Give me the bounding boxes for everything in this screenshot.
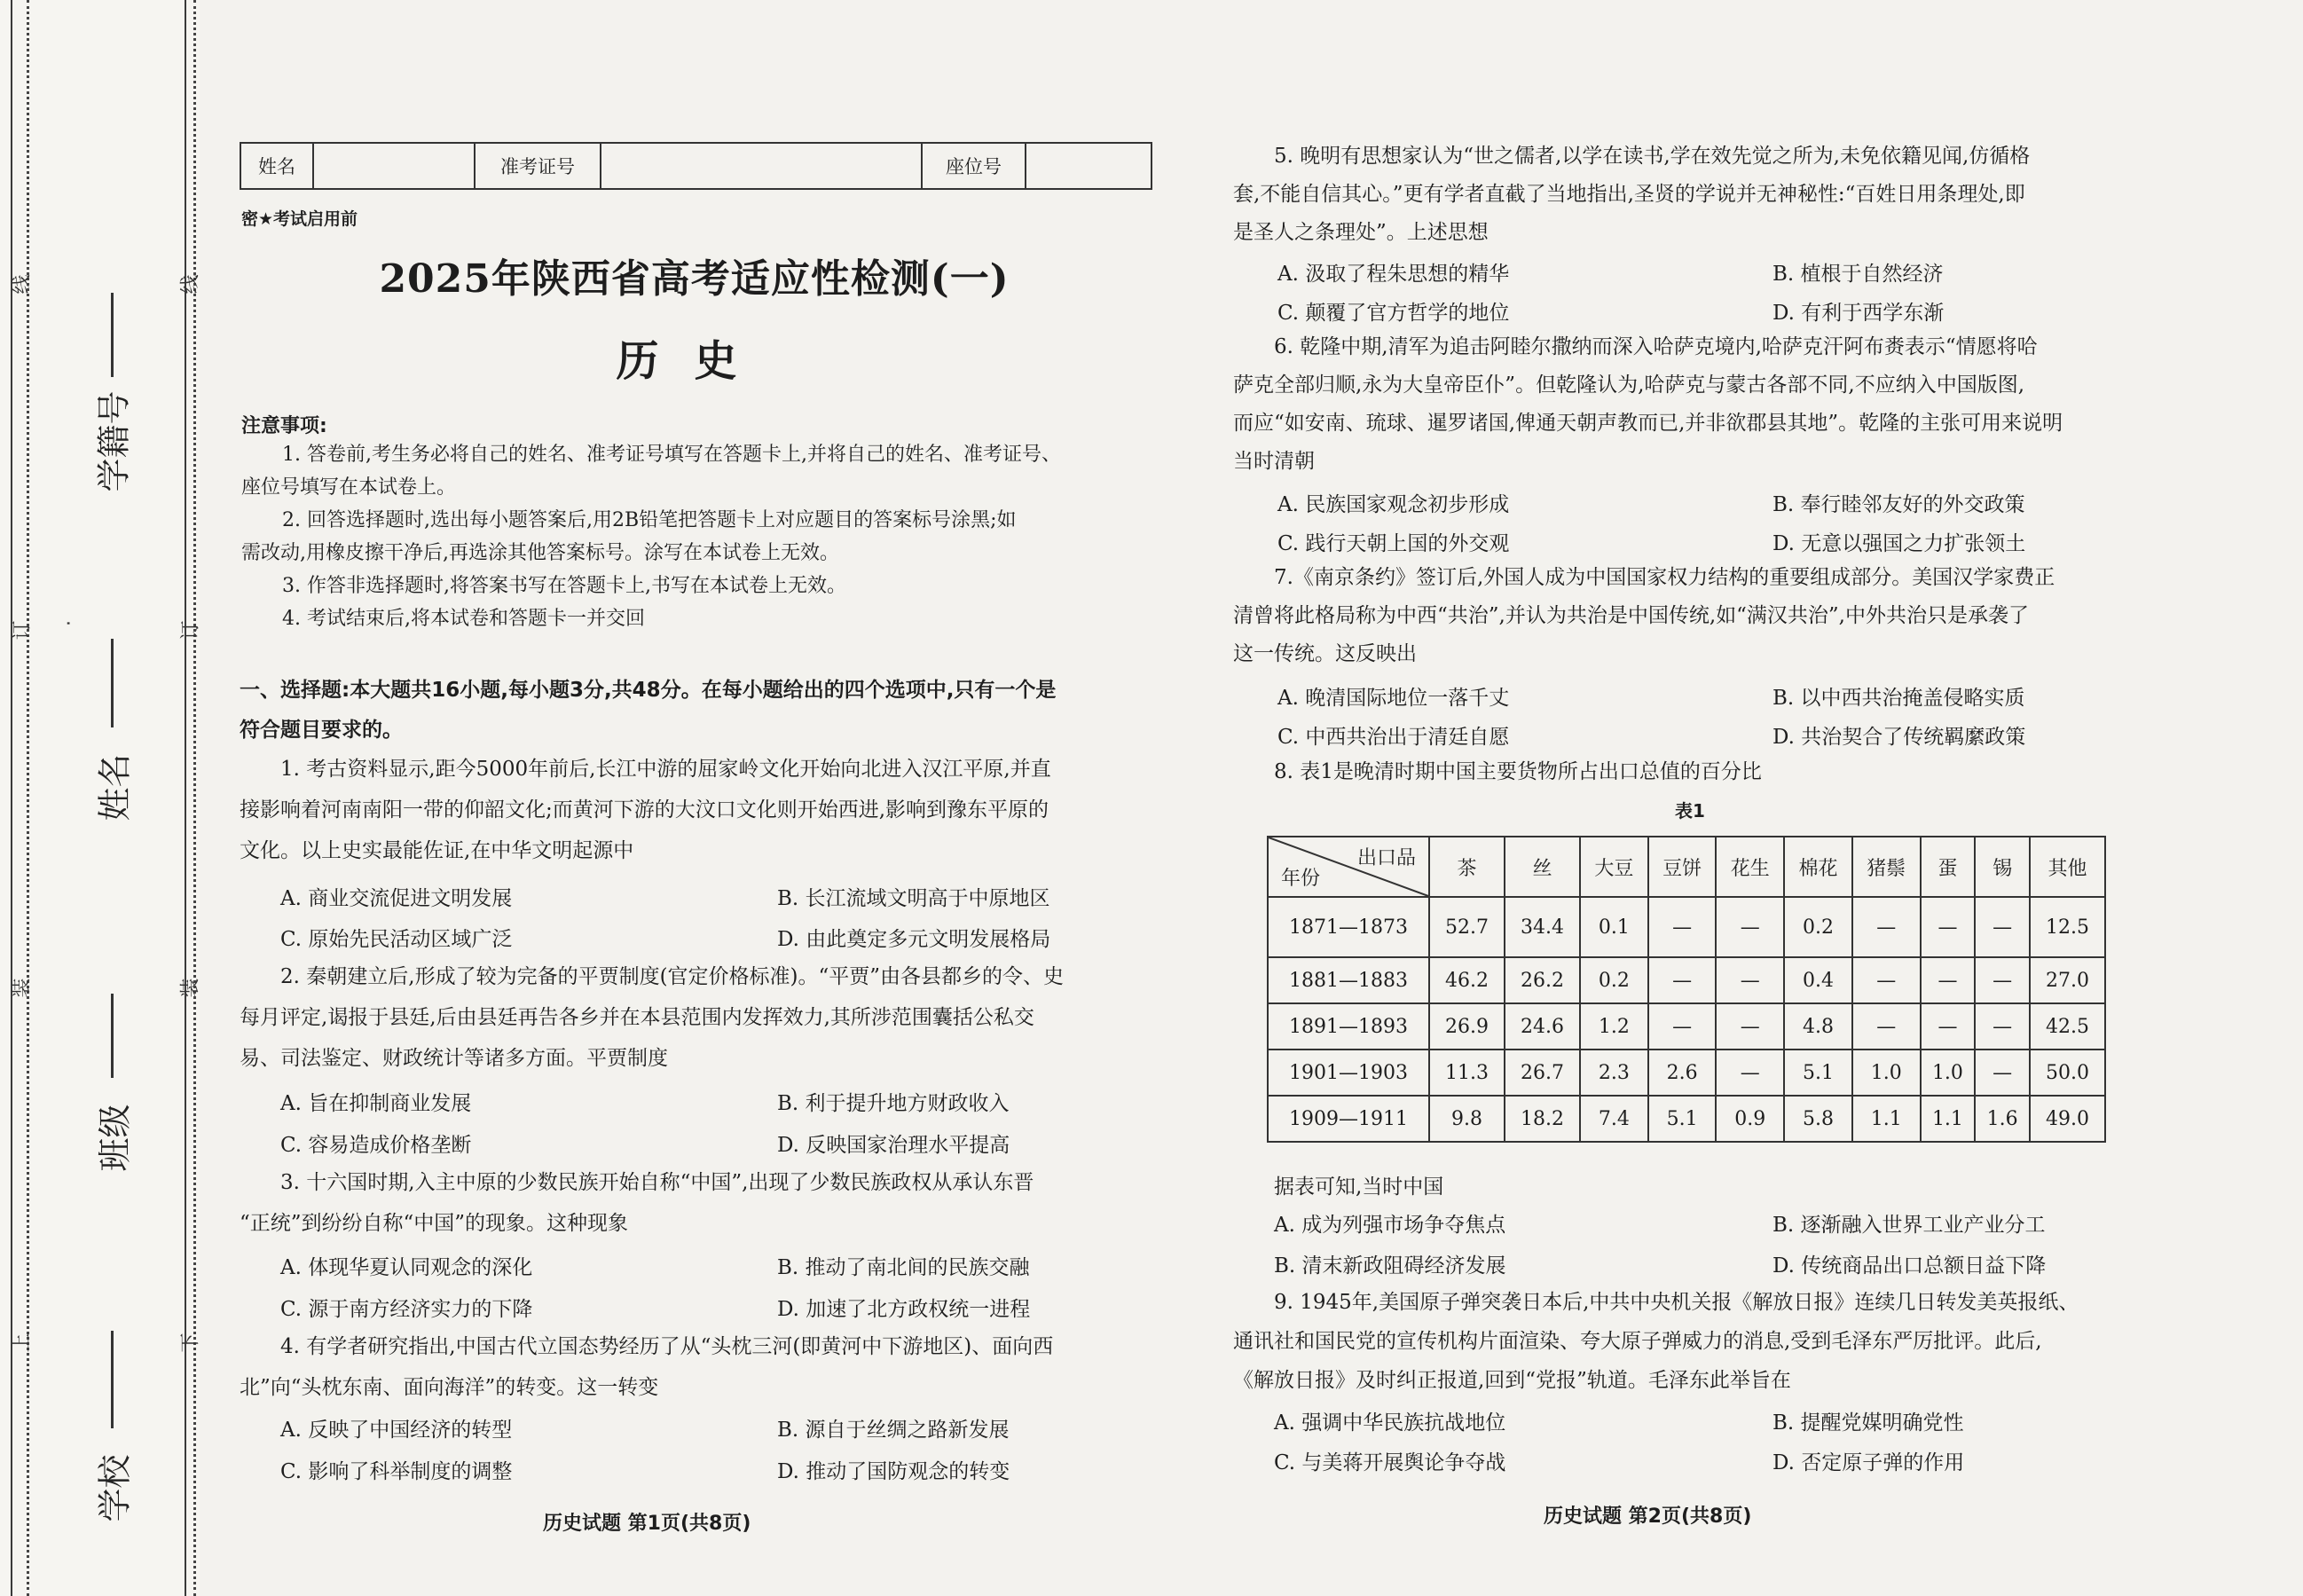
question-text: 2. 秦朝建立后,形成了较为完备的平贾制度(官定价格标准)。“平贾”由各县都乡的令、史 — [280, 965, 1065, 988]
table-header-row — [1268, 837, 2105, 897]
question-7 — [1233, 559, 2147, 673]
question-2 — [240, 956, 1153, 1079]
class-label: 班级 — [95, 1104, 135, 1172]
option-c[interactable]: C. 与美蒋开展舆论争夺战 — [1274, 1451, 1506, 1474]
value-cell: 0.2 — [1784, 897, 1852, 957]
option-c[interactable]: C. 践行天朝上国的外交观 — [1277, 532, 1510, 555]
column-header: 蛋 — [1921, 837, 1976, 897]
exam-title: 2025年陕西省高考适应性检测(一) — [379, 256, 1010, 302]
margin-char: 订 — [179, 620, 202, 641]
notice-item: 1. 答卷前,考生务必将自己的姓名、准考证号填写在答题卡上,并将自己的姓名、准考证号、 — [282, 444, 1061, 466]
notice-item: 2. 回答选择题时,选出每小题答案后,用2B铅笔把答题卡上对应题目的答案标号涂黑;如 — [282, 509, 1017, 531]
value-cell: 5.1 — [1784, 1050, 1852, 1096]
value-cell: — — [1716, 957, 1784, 1003]
value-cell: 5.8 — [1784, 1096, 1852, 1142]
value-cell: 24.6 — [1505, 1003, 1580, 1050]
option-d[interactable]: D. 否定原子弹的作用 — [1772, 1451, 1965, 1474]
question-1 — [240, 749, 1153, 871]
option-b[interactable]: B. 奉行睦邻友好的外交政策 — [1772, 493, 2025, 516]
question-text: 当时清朝 — [1233, 450, 1315, 473]
binding-margin — [0, 0, 200, 1596]
name-box-field[interactable] — [314, 144, 476, 188]
option-b[interactable]: B. 以中西共治掩盖侵略实质 — [1772, 687, 2025, 710]
option-a[interactable]: A. 汲取了程朱思想的精华 — [1277, 263, 1510, 286]
year-cell: 1909—1911 — [1268, 1096, 1429, 1142]
column-header: 豆饼 — [1648, 837, 1717, 897]
inner-bind-dotted — [193, 0, 196, 1596]
value-cell: 49.0 — [2030, 1096, 2105, 1142]
option-b[interactable]: B. 源自于丝绸之路新发展 — [777, 1419, 1010, 1442]
value-cell: — — [1716, 897, 1784, 957]
option-c[interactable]: C. 容易造成价格垄断 — [280, 1134, 472, 1157]
notice-list — [241, 438, 1155, 635]
seat-box-label: 座位号 — [923, 144, 1026, 188]
value-cell: 1.6 — [1975, 1096, 2030, 1142]
question-8-text: 8. 表1是晚清时期中国主要货物所占出口总值的百分比 — [1274, 760, 1762, 783]
value-cell: — — [1716, 1003, 1784, 1050]
margin-char: 线 — [11, 274, 34, 295]
margin-char: 上 — [11, 1333, 34, 1353]
table-row — [1268, 1096, 2105, 1142]
value-cell: — — [1975, 957, 2030, 1003]
class-blank[interactable] — [111, 994, 114, 1078]
corner-bottom-label: 年份 — [1281, 868, 1321, 890]
subject-title: 历史 — [616, 336, 773, 386]
value-cell: 1.0 — [1852, 1050, 1921, 1096]
value-cell: 12.5 — [2030, 897, 2105, 957]
margin-dot: · — [59, 620, 81, 626]
question-4 — [240, 1326, 1153, 1408]
question-text: “正统”到纷纷自称“中国”的现象。这种现象 — [240, 1212, 629, 1235]
value-cell: 7.4 — [1580, 1096, 1648, 1142]
year-cell: 1891—1893 — [1268, 1003, 1429, 1050]
option-a[interactable]: A. 体现华夏认同观念的深化 — [280, 1256, 533, 1279]
option-d[interactable]: D. 推动了国防观念的转变 — [777, 1460, 1010, 1483]
option-c[interactable]: C. 颠覆了官方哲学的地位 — [1277, 302, 1510, 325]
value-cell: — — [1852, 1003, 1921, 1050]
school-blank[interactable] — [111, 1331, 114, 1428]
question-text: 这一传统。这反映出 — [1233, 642, 1417, 665]
seat-box-field[interactable] — [1026, 144, 1151, 188]
corner-top-label: 出口品 — [1356, 847, 1416, 869]
exam-no-box-label: 准考证号 — [476, 144, 601, 188]
margin-char: 下 — [179, 1333, 202, 1353]
column-header: 棉花 — [1784, 837, 1852, 897]
question-text: 6. 乾隆中期,清军为追击阿睦尔撒纳而深入哈萨克境内,哈萨克汗阿布赉表示“情愿将哈 — [1274, 335, 2038, 358]
table-row — [1268, 897, 2105, 957]
value-cell: 52.7 — [1429, 897, 1505, 957]
option-c[interactable]: C. 影响了科举制度的调整 — [280, 1460, 513, 1483]
column-header: 其他 — [2030, 837, 2105, 897]
option-d[interactable]: D. 共治契合了传统羁縻政策 — [1772, 726, 2026, 749]
question-3 — [240, 1162, 1153, 1244]
value-cell: — — [1852, 897, 1921, 957]
value-cell: 26.7 — [1505, 1050, 1580, 1096]
option-d[interactable]: D. 加速了北方政权统一进程 — [777, 1298, 1031, 1321]
option-b[interactable]: B. 植根于自然经济 — [1772, 263, 1944, 286]
page-footer: 历史试题 第1页(共8页) — [543, 1513, 751, 1535]
cut-line-dotted — [27, 0, 29, 1596]
option-d[interactable]: D. 无意以强国之力扩张领土 — [1772, 532, 2026, 555]
value-cell: — — [1648, 957, 1717, 1003]
value-cell: 26.2 — [1505, 957, 1580, 1003]
question-text: 北”向“头枕东南、面向海洋”的转变。这一转变 — [240, 1376, 659, 1399]
value-cell: 26.9 — [1429, 1003, 1505, 1050]
question-text: 通讯社和国民党的宣传机构片面渲染、夸大原子弹威力的消息,受到毛泽东严厉批评。此后, — [1233, 1330, 2042, 1353]
value-cell: 27.0 — [2030, 957, 2105, 1003]
column-header: 茶 — [1429, 837, 1505, 897]
option-d[interactable]: D. 反映国家治理水平提高 — [777, 1134, 1010, 1157]
table-title: 表1 — [1675, 800, 1705, 822]
question-text: 是圣人之条理处”。上述思想 — [1233, 221, 1489, 244]
option-a[interactable]: A. 晚清国际地位一落千丈 — [1277, 687, 1510, 710]
notice-item: 需改动,用橡皮擦干净后,再选涂其他答案标号。涂写在本试卷上无效。 — [241, 542, 839, 564]
question-text: 易、司法鉴定、财政统计等诸多方面。平贾制度 — [240, 1047, 668, 1070]
question-text: 4. 有学者研究指出,中国古代立国态势经历了从“头枕三河(即黄河中下游地区)、面向西 — [280, 1335, 1054, 1358]
margin-char: 装 — [179, 978, 202, 998]
table-corner-cell — [1268, 837, 1429, 897]
export-table — [1267, 836, 2106, 1143]
page-footer: 历史试题 第2页(共8页) — [1544, 1506, 1752, 1528]
secret-mark: 密★考试启用前 — [241, 209, 358, 229]
value-cell: 0.1 — [1580, 897, 1648, 957]
value-cell: — — [1921, 897, 1976, 957]
question-text: 套,不能自信其心。”更有学者直截了当地指出,圣贤的学说并无神秘性:“百姓日用条理处,即 — [1233, 183, 2025, 206]
question-text: 文化。以上史实最能佐证,在中华文明起源中 — [240, 839, 634, 862]
value-cell: 0.9 — [1716, 1096, 1784, 1142]
notice-item: 3. 作答非选择题时,将答案书写在答题卡上,书写在本试卷上无效。 — [282, 575, 846, 597]
name-label: 姓名 — [95, 753, 135, 822]
question-text: 7.《南京条约》签订后,外国人成为中国国家权力结构的重要组成部分。美国汉学家费正 — [1274, 566, 2055, 589]
value-cell: — — [1852, 957, 1921, 1003]
question-text: 每月评定,谒报于县廷,后由县廷再告各乡并在本县范围内发挥效力,其所涉范围囊括公私交 — [240, 1006, 1034, 1029]
option-c[interactable]: C. 源于南方经济实力的下降 — [280, 1298, 533, 1321]
question-text: 1. 考古资料显示,距今5000年前后,长江中游的屈家岭文化开始向北进入汉江平原,并直 — [280, 758, 1051, 781]
option-a[interactable]: A. 民族国家观念初步形成 — [1277, 493, 1510, 516]
value-cell: 50.0 — [2030, 1050, 2105, 1096]
outer-cut-line — [11, 0, 12, 1596]
value-cell: — — [1975, 1003, 2030, 1050]
value-cell: 34.4 — [1505, 897, 1580, 957]
table-conclusion: 据表可知,当时中国 — [1274, 1175, 1444, 1199]
option-b[interactable]: B. 推动了南北间的民族交融 — [777, 1256, 1030, 1279]
notice-item: 4. 考试结束后,将本试卷和答题卡一并交回 — [282, 608, 645, 630]
option-b[interactable]: B. 利于提升地方财政收入 — [777, 1092, 1010, 1115]
question-6 — [1233, 328, 2147, 481]
column-header: 猪鬃 — [1852, 837, 1921, 897]
margin-char: 订 — [11, 620, 34, 641]
question-text: 而应“如安南、琉球、暹罗诸国,俾通天朝声教而已,并非欲郡县其地”。乾隆的主张可用来说明 — [1233, 412, 2063, 435]
year-cell: 1881—1883 — [1268, 957, 1429, 1003]
question-text: 清曾将此格局称为中西“共治”,并认为共治是中国传统,如“满汉共治”,中外共治只是承袭了 — [1233, 604, 2029, 627]
value-cell: — — [1921, 1003, 1976, 1050]
value-cell: 4.8 — [1784, 1003, 1852, 1050]
margin-char: 装 — [11, 978, 34, 998]
name-box-label: 姓名 — [241, 144, 314, 188]
value-cell: — — [1975, 897, 2030, 957]
table-row — [1268, 1003, 2105, 1050]
option-a[interactable]: A. 旨在抑制商业发展 — [280, 1092, 472, 1115]
value-cell: — — [1648, 1003, 1717, 1050]
value-cell: 1.1 — [1921, 1096, 1976, 1142]
question-9 — [1233, 1283, 2147, 1400]
option-a[interactable]: A. 强调中华民族抗战地位 — [1274, 1411, 1506, 1435]
value-cell: 1.2 — [1580, 1003, 1648, 1050]
column-header: 丝 — [1505, 837, 1580, 897]
school-label: 学校 — [95, 1454, 135, 1522]
value-cell: 46.2 — [1429, 957, 1505, 1003]
notice-heading: 注意事项: — [241, 415, 327, 437]
value-cell: 1.0 — [1921, 1050, 1976, 1096]
option-c[interactable]: C. 原始先民活动区域广泛 — [280, 928, 513, 951]
option-c[interactable]: C. 中西共治出于清廷自愿 — [1277, 726, 1510, 749]
value-cell: 0.2 — [1580, 957, 1648, 1003]
option-d[interactable]: D. 传统商品出口总额日益下降 — [1772, 1254, 2047, 1278]
question-text: 接影响着河南南阳一带的仰韶文化;而黄河下游的大汶口文化则开始西进,影响到豫东平原的 — [240, 798, 1049, 822]
student-id-label: 学籍号 — [94, 390, 134, 492]
value-cell: 18.2 — [1505, 1096, 1580, 1142]
option-d[interactable]: D. 有利于西学东渐 — [1772, 302, 1945, 325]
inner-bind-line — [185, 0, 186, 1596]
value-cell: 5.1 — [1648, 1096, 1717, 1142]
value-cell: 0.4 — [1784, 957, 1852, 1003]
section-heading: 一、选择题:本大题共16小题,每小题3分,共48分。在每小题给出的四个选项中,只有一个是 — [240, 679, 1057, 702]
option-b[interactable]: B. 长江流域文明高于中原地区 — [777, 887, 1050, 910]
question-text: 萨克全部归顺,永为大皇帝臣仆”。但乾隆认为,哈萨克与蒙古各部不同,不应纳入中国版图, — [1233, 373, 2025, 397]
column-header: 大豆 — [1580, 837, 1648, 897]
table-row — [1268, 957, 2105, 1003]
option-d[interactable]: D. 由此奠定多元文明发展格局 — [777, 928, 1051, 951]
name-blank[interactable] — [111, 639, 114, 727]
year-cell: 1901—1903 — [1268, 1050, 1429, 1096]
margin-char: 线 — [179, 274, 202, 295]
option-b[interactable]: B. 提醒党媒明确党性 — [1772, 1411, 1964, 1435]
question-text: 9. 1945年,美国原子弹突袭日本后,中共中央机关报《解放日报》连续几日转发美英报纸、 — [1274, 1291, 2079, 1314]
value-cell: 42.5 — [2030, 1003, 2105, 1050]
question-text: 5. 晚明有思想家认为“世之儒者,以学在读书,学在效先觉之所为,未免依籍见闻,仿循格 — [1274, 145, 2031, 168]
value-cell: — — [1921, 957, 1976, 1003]
notice-item: 座位号填写在本试卷上。 — [241, 476, 457, 499]
value-cell: — — [1975, 1050, 2030, 1096]
value-cell: 11.3 — [1429, 1050, 1505, 1096]
candidate-info-box — [240, 142, 1152, 190]
table-body — [1268, 897, 2105, 1142]
year-cell: 1871—1873 — [1268, 897, 1429, 957]
option-c[interactable]: B. 清末新政阻碍经济发展 — [1274, 1254, 1506, 1278]
option-a[interactable]: A. 成为列强市场争夺焦点 — [1274, 1214, 1506, 1237]
column-header: 锡 — [1975, 837, 2030, 897]
column-header: 花生 — [1716, 837, 1784, 897]
question-5 — [1233, 138, 2147, 252]
student-id-blank[interactable] — [111, 293, 114, 377]
exam-no-box-field[interactable] — [601, 144, 923, 188]
value-cell: 9.8 — [1429, 1096, 1505, 1142]
question-text: 《解放日报》及时纠正报道,回到“党报”轨道。毛泽东此举旨在 — [1233, 1369, 1791, 1392]
option-b[interactable]: B. 逐渐融入世界工业产业分工 — [1772, 1214, 2046, 1237]
value-cell: 1.1 — [1852, 1096, 1921, 1142]
table-row — [1268, 1050, 2105, 1096]
value-cell: 2.3 — [1580, 1050, 1648, 1096]
value-cell: — — [1716, 1050, 1784, 1096]
option-a[interactable]: A. 反映了中国经济的转型 — [280, 1419, 513, 1442]
section-heading-cont: 符合题目要求的。 — [240, 719, 403, 742]
value-cell: 2.6 — [1648, 1050, 1717, 1096]
value-cell: — — [1648, 897, 1717, 957]
option-a[interactable]: A. 商业交流促进文明发展 — [280, 887, 513, 910]
question-text: 3. 十六国时期,入主中原的少数民族开始自称“中国”,出现了少数民族政权从承认东晋 — [280, 1171, 1034, 1194]
